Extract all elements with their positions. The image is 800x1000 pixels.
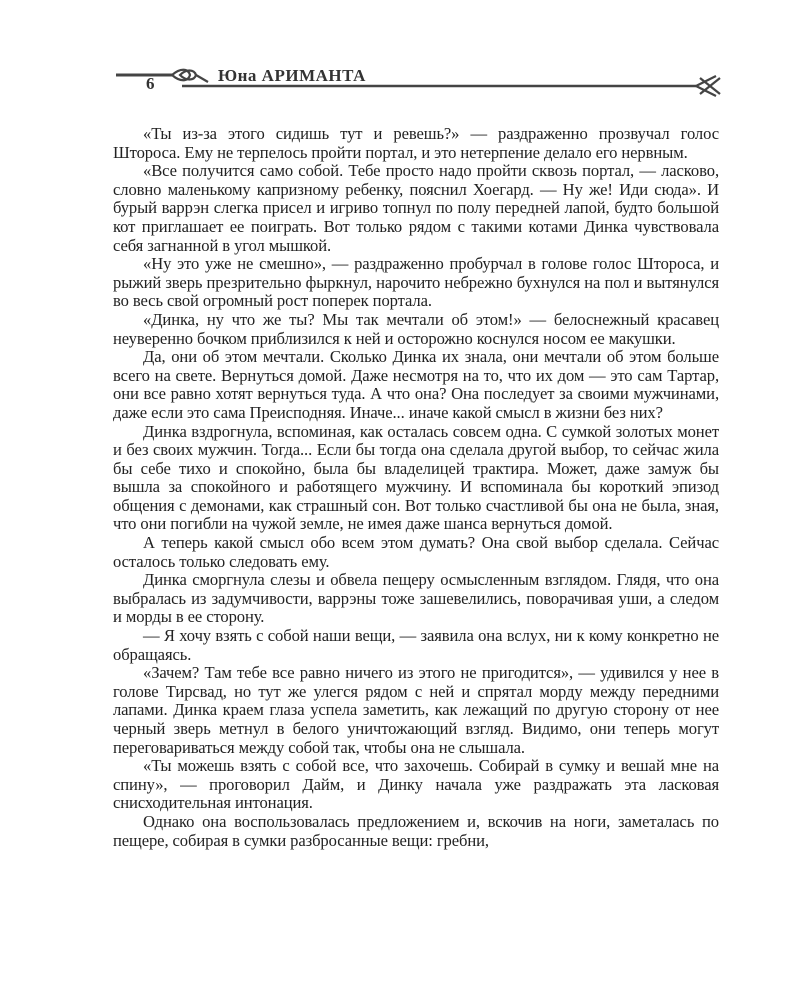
paragraph: «Зачем? Там тебе все равно ничего из этого не пригодится», — удивился у нее в голове Тирсвад, но тут же улегся рядом с ней и спрятал морду между передними лапами. Динка краем глаза успела заметить, как лежащий по другую сторону от нее черный зверь метнул в белого уничтожающий взгляд. Видимо, они теперь могут переговариваться между собой так, чтобы она не слышала. xyxy=(113,663,719,757)
paragraph: Однако она воспользовалась предложением и, вскочив на ноги, заметалась по пещере, собирая в сумки разбросанные вещи: гребни, xyxy=(113,811,719,850)
paragraph: «Все получится само собой. Тебе просто надо пройти сквозь портал, — ласково, словно маленькому капризному ребенку, пояснил Хоегард. — Ну же! Иди сюда». И бурый варрэн слегка присел и игриво топнул по полу передней лапой, будто большой кот приглашает ее поиграть. Вот только рядом с такими котами Динка чувствовала себя загнанной в угол мышкой. xyxy=(113,161,719,255)
body-text xyxy=(113,125,719,850)
page-number: 6 xyxy=(146,74,155,93)
paragraph: «Ты из-за этого сидишь тут и ревешь?» — раздраженно прозвучал голос Штороса. Ему не терпелось пройти портал, и это нетерпение делало его нервным. xyxy=(113,124,719,162)
paragraph: А теперь какой смысл обо всем этом думать? Она свой выбор сделала. Сейчас осталось только следовать ему. xyxy=(113,533,719,571)
running-head-title: Юна АРИМАНТА xyxy=(218,66,366,85)
running-header xyxy=(110,64,728,104)
paragraph: Динка вздрогнула, вспоминая, как осталась совсем одна. С сумкой золотых монет и без своих мужчин. Тогда... Если бы тогда она сделала другой выбор, то сейчас жила бы себе тихо и спокойно, была бы владелицей трактира. Может, даже замуж бы вышла за спокойного и работящего мужчину. И вспоминала бы короткий эпизод общения с демонами, как страшный сон. Вот только счастливой бы она не была, зная, что они погибли на чужой земле, не имея даже шанса вернуться домой. xyxy=(113,421,719,534)
paragraph: «Ну это уже не смешно», — раздраженно пробурчал в голове голос Штороса, и рыжий зверь презрительно фыркнул, нарочито небрежно бухнулся на пол и вытянулся во весь свой огромный рост поперек портала. xyxy=(113,254,719,311)
paragraph: — Я хочу взять с собой наши вещи, — заявила она вслух, ни к кому конкретно не обращаясь. xyxy=(113,626,719,664)
paragraph: Да, они об этом мечтали. Сколько Динка их знала, они мечтали об этом больше всего на свете. Вернуться домой. Даже несмотря на то, что их дом — это сам Тартар, они все равно хотят вернуться туда. А что она? Она последует за своими мужчинами, даже если это сама Преисподняя. Иначе... иначе какой смысл в жизни без них? xyxy=(113,347,719,422)
header-ornament-rule xyxy=(110,64,728,104)
paragraph: «Динка, ну что же ты? Мы так мечтали об этом!» — белоснежный красавец неуверенно бочком приблизился к ней и осторожно коснулся носом ее макушки. xyxy=(113,309,719,348)
paragraph: Динка сморгнула слезы и обвела пещеру осмысленным взглядом. Глядя, что она выбралась из задумчивости, варрэны тоже зашевелились, поворачивая уши, а следом и морды в ее сторону. xyxy=(113,570,719,627)
paragraph: «Ты можешь взять с собой все, что захочешь. Собирай в сумку и вешай мне на спину», — проговорил Дайм, и Динку начала уже раздражать эта ласковая снисходительная интонация. xyxy=(113,756,719,813)
